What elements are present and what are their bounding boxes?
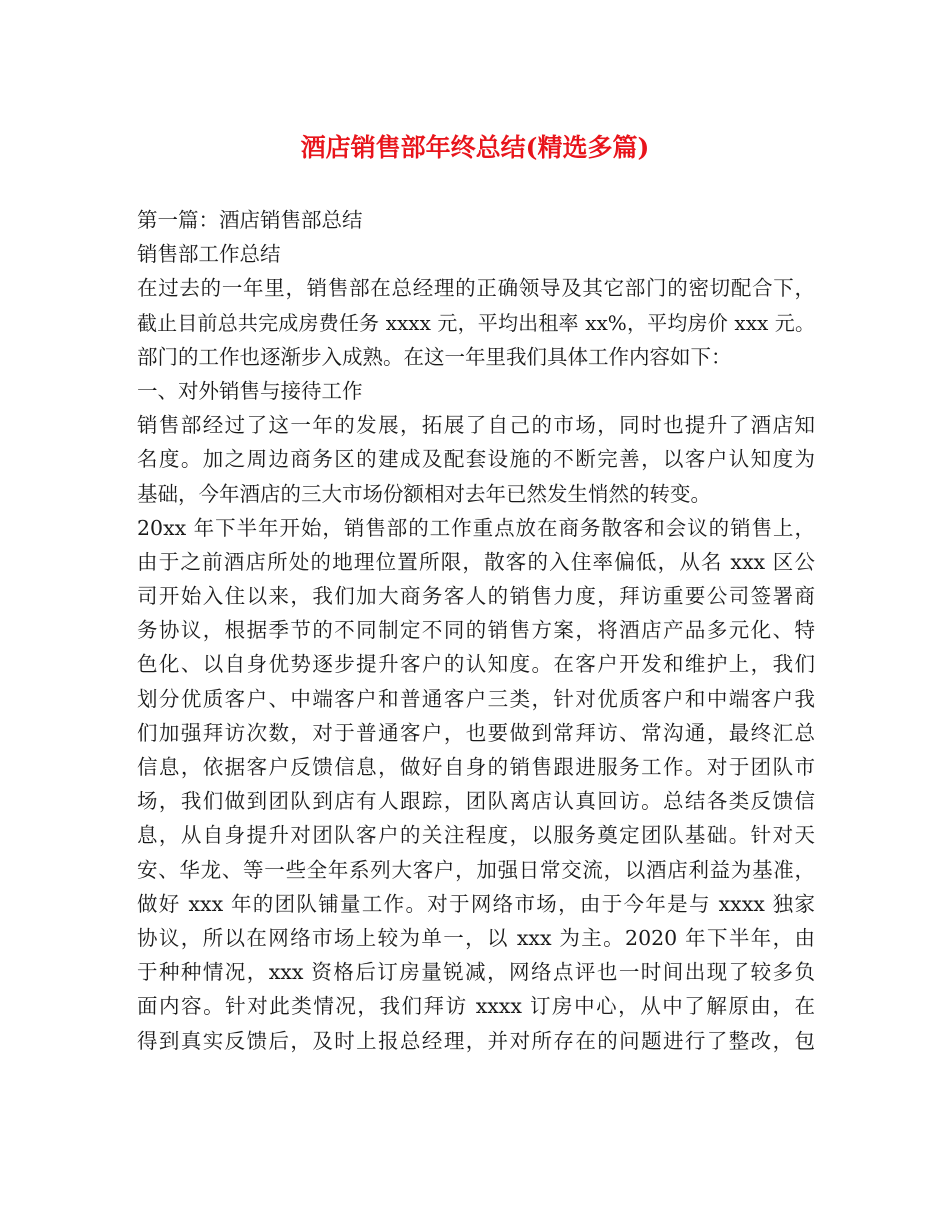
text-line: 安、华龙、等一些全年系列大客户，加强日常交流，以酒店利益为基准， xyxy=(137,857,815,882)
document-title: 酒店销售部年终总结(精选多篇) xyxy=(300,133,650,162)
text-line: 务协议，根据季节的不同制定不同的销售方案，将酒店产品多元化、特 xyxy=(137,618,815,643)
text-line: 于种种情况，xxx 资格后订房量锐减，网络点评也一时间出现了较多负 xyxy=(137,960,815,985)
text-line: 20xx 年下半年开始，销售部的工作重点放在商务散客和会议的销售上， xyxy=(137,515,815,540)
text-line: 得到真实反馈后，及时上报总经理，并对所存在的问题进行了整改，包 xyxy=(137,1028,815,1053)
text-line: 一、对外销售与接待工作 xyxy=(137,378,363,403)
text-line: 销售部经过了这一年的发展，拓展了自己的市场，同时也提升了酒店知 xyxy=(137,413,815,438)
text-line: 名度。加之周边商务区的建成及配套设施的不断完善，以客户认知度为 xyxy=(137,447,815,472)
text-line: 基础，今年酒店的三大市场份额相对去年已然发生悄然的转变。 xyxy=(137,481,711,506)
text-line: 划分优质客户、中端客户和普通客户三类，针对优质客户和中端客户我 xyxy=(137,686,815,711)
text-line: 截止目前总共完成房费任务 xxxx 元，平均出租率 xx%，平均房价 xxx 元。 xyxy=(137,310,815,335)
text-line: 场，我们做到团队到店有人跟踪，团队离店认真回访。总结各类反馈信 xyxy=(137,789,815,814)
text-line: 们加强拜访次数，对于普通客户，也要做到常拜访、常沟通，最终汇总 xyxy=(137,720,815,745)
text-line: 部门的工作也逐渐步入成熟。在这一年里我们具体工作内容如下： xyxy=(137,344,732,369)
text-line: 销售部工作总结 xyxy=(137,242,281,267)
text-line: 信息，依据客户反馈信息，做好自身的销售跟进服务工作。对于团队市 xyxy=(137,755,815,779)
text-line: 面内容。针对此类情况，我们拜访 xxxx 订房中心，从中了解原由，在 xyxy=(137,994,815,1019)
text-line: 色化、以自身优势逐步提升客户的认知度。在客户开发和维护上，我们 xyxy=(137,652,815,677)
text-line: 司开始入住以来，我们加大商务客人的销售力度，拜访重要公司签署商 xyxy=(137,584,815,609)
document-body xyxy=(137,203,815,1058)
text-line: 息，从自身提升对团队客户的关注程度，以服务奠定团队基础。针对天 xyxy=(137,823,815,848)
text-line: 在过去的一年里，销售部在总经理的正确领导及其它部门的密切配合下， xyxy=(137,276,815,301)
text-line: 第一篇：酒店销售部总结 xyxy=(137,208,363,232)
text-line: 协议，所以在网络市场上较为单一，以 xxx 为主。2020 年下半年，由 xyxy=(137,925,815,950)
text-line: 做好 xxx 年的团队铺量工作。对于网络市场，由于今年是与 xxxx 独家 xyxy=(137,891,815,916)
text-line: 由于之前酒店所处的地理位置所限，散客的入住率偏低，从名 xxx 区公 xyxy=(137,549,815,574)
